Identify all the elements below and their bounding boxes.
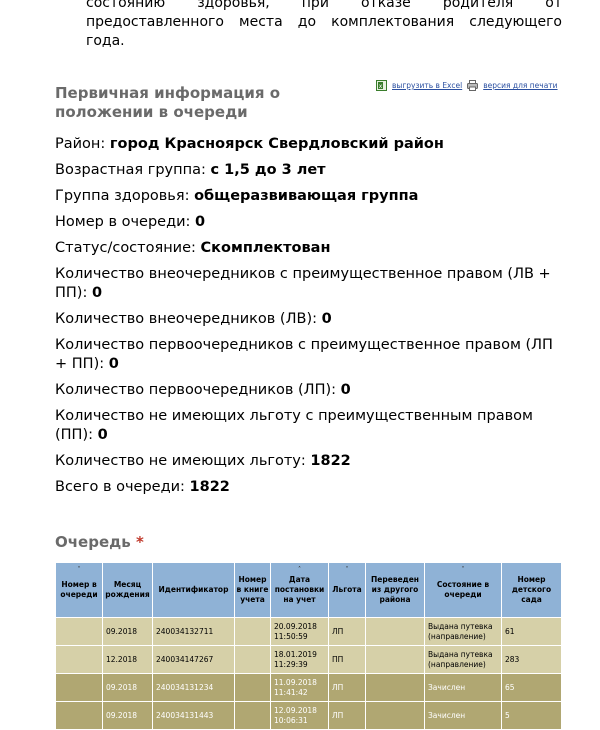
field-value: 1822 xyxy=(310,453,351,469)
field-value: 0 xyxy=(108,356,119,372)
field-value: 0 xyxy=(91,285,103,301)
cell-identifier: 240034147267 xyxy=(153,646,235,674)
cell-book-number xyxy=(235,702,271,730)
cell-registration-date: 12.09.2018 10:06:31 xyxy=(271,702,329,730)
queue-table-header xyxy=(56,563,562,618)
queue-info-fields xyxy=(55,135,560,504)
cell-kindergarten-number: 61 xyxy=(502,618,562,646)
field-value: 0 xyxy=(195,214,206,230)
cell-queue-number xyxy=(56,674,103,702)
sort-icon: ˄ xyxy=(77,566,81,573)
cell-queue-state: Выдана путевка (направление) xyxy=(425,646,502,674)
cell-kindergarten-number: 5 xyxy=(502,702,562,730)
col-birth-month[interactable] xyxy=(103,563,153,618)
field-health-group xyxy=(55,187,560,206)
field-value: 1822 xyxy=(189,479,230,495)
col-transferred[interactable] xyxy=(366,563,425,618)
cell-book-number xyxy=(235,674,271,702)
cell-benefit: ЛП xyxy=(329,702,366,730)
cell-book-number xyxy=(235,618,271,646)
cell-birth-month: 09.2018 xyxy=(103,702,153,730)
cell-transferred xyxy=(366,702,425,730)
cell-queue-state: Зачислен xyxy=(425,674,502,702)
field-value: город Красноярск Свердловский район xyxy=(109,136,444,152)
field-label: Количество внеочередников с преимущественное правом (ЛВ + ПП): xyxy=(55,266,551,301)
field-no-benefit-count xyxy=(55,452,560,471)
cell-queue-number xyxy=(56,618,103,646)
field-label: Район: xyxy=(55,136,106,152)
column-header-label: Переведен из другого района xyxy=(371,575,419,604)
cell-benefit: ЛП xyxy=(329,618,366,646)
export-links xyxy=(376,80,558,91)
intro-line: состоянию здоровья, при отказе родителя от xyxy=(86,0,562,11)
queue-title-text: Очередь xyxy=(55,533,131,551)
field-label: Статус/состояние: xyxy=(55,240,196,256)
field-age-group xyxy=(55,161,560,180)
col-benefit[interactable] xyxy=(329,563,366,618)
field-value: Скомплектован xyxy=(200,240,331,256)
field-label: Возрастная группа: xyxy=(55,162,206,178)
cell-transferred xyxy=(366,618,425,646)
required-mark: * xyxy=(135,533,144,551)
cell-queue-state: Зачислен xyxy=(425,702,502,730)
cell-book-number xyxy=(235,646,271,674)
cell-queue-state: Выдана путевка (направление) xyxy=(425,618,502,646)
intro-text xyxy=(86,0,562,51)
table-row xyxy=(56,646,562,674)
cell-benefit: ЛП xyxy=(329,674,366,702)
col-queue-state[interactable] xyxy=(425,563,502,618)
cell-identifier: 240034131443 xyxy=(153,702,235,730)
field-value: общеразвивающая группа xyxy=(194,188,419,204)
field-value: 0 xyxy=(97,427,108,443)
sort-icon: ˄ xyxy=(345,566,349,573)
cell-benefit: ПП xyxy=(329,646,366,674)
cell-birth-month: 12.2018 xyxy=(103,646,153,674)
cell-kindergarten-number: 283 xyxy=(502,646,562,674)
cell-queue-number xyxy=(56,702,103,730)
field-label: Количество первоочередников с преимущественное правом (ЛП + ПП): xyxy=(55,337,553,372)
table-row xyxy=(56,702,562,730)
cell-queue-number xyxy=(56,646,103,674)
col-book-number[interactable] xyxy=(235,563,271,618)
cell-transferred xyxy=(366,674,425,702)
cell-identifier: 240034131234 xyxy=(153,674,235,702)
field-label: Количество первоочередников (ЛП): xyxy=(55,382,337,398)
field-label: Количество не имеющих льготу с преимущественным правом (ПП): xyxy=(55,408,533,443)
cell-registration-date: 20.09.2018 11:50:59 xyxy=(271,618,329,646)
table-row xyxy=(56,618,562,646)
cell-kindergarten-number: 65 xyxy=(502,674,562,702)
column-header-label: Номер детского сада xyxy=(511,575,552,604)
field-label: Всего в очереди: xyxy=(55,479,185,495)
field-lv-pp-count xyxy=(55,265,560,303)
intro-line: предоставленного места до комплектования следующего xyxy=(86,14,562,30)
field-label: Количество не имеющих льготу: xyxy=(55,453,306,469)
field-value: 0 xyxy=(340,382,351,398)
queue-section-title xyxy=(55,533,144,551)
column-header-label: Состояние в очереди xyxy=(436,580,490,599)
cell-birth-month: 09.2018 xyxy=(103,674,153,702)
field-value: с 1,5 до 3 лет xyxy=(210,162,326,178)
queue-table xyxy=(55,562,562,730)
field-total-queue xyxy=(55,478,560,497)
cell-transferred xyxy=(366,646,425,674)
info-section-title: Первичная информация о положении в очереди xyxy=(55,84,281,121)
field-lp-count xyxy=(55,381,560,400)
column-header-label: Номер в очереди xyxy=(60,580,98,599)
cell-identifier: 240034132711 xyxy=(153,618,235,646)
field-value: 0 xyxy=(321,311,332,327)
print-version-link[interactable]: версия для печати xyxy=(483,81,558,90)
svg-text:x: x xyxy=(378,82,383,90)
col-identifier[interactable] xyxy=(153,563,235,618)
sort-icon: ˄ xyxy=(461,566,465,573)
column-header-label: Номер в книге учета xyxy=(236,575,269,604)
col-kindergarten-number[interactable] xyxy=(502,563,562,618)
cell-birth-month: 09.2018 xyxy=(103,618,153,646)
export-excel-link[interactable]: выгрузить в Excel xyxy=(392,81,463,90)
field-district xyxy=(55,135,560,154)
field-label: Номер в очереди: xyxy=(55,214,191,230)
cell-registration-date: 18.01.2019 11:29:39 xyxy=(271,646,329,674)
table-row xyxy=(56,674,562,702)
col-registration-date[interactable] xyxy=(271,563,329,618)
column-header-label: Месяц рождения xyxy=(105,580,150,599)
field-pp-count xyxy=(55,407,560,445)
field-status xyxy=(55,239,560,258)
printer-icon xyxy=(467,80,478,91)
field-label: Количество внеочередников (ЛВ): xyxy=(55,311,317,327)
excel-icon xyxy=(376,80,387,91)
sort-icon: ˄ xyxy=(298,566,301,573)
column-header-label: Льгота xyxy=(332,585,362,594)
field-lp-pp-count xyxy=(55,336,560,374)
field-queue-number xyxy=(55,213,560,232)
col-queue-number[interactable] xyxy=(56,563,103,618)
column-header-label: Идентификатор xyxy=(158,585,229,594)
column-header-label: Дата постановки на учет xyxy=(274,575,325,604)
field-lv-count xyxy=(55,310,560,329)
field-label: Группа здоровья: xyxy=(55,188,190,204)
cell-registration-date: 11.09.2018 11:41:42 xyxy=(271,674,329,702)
intro-line: года. xyxy=(86,33,125,49)
